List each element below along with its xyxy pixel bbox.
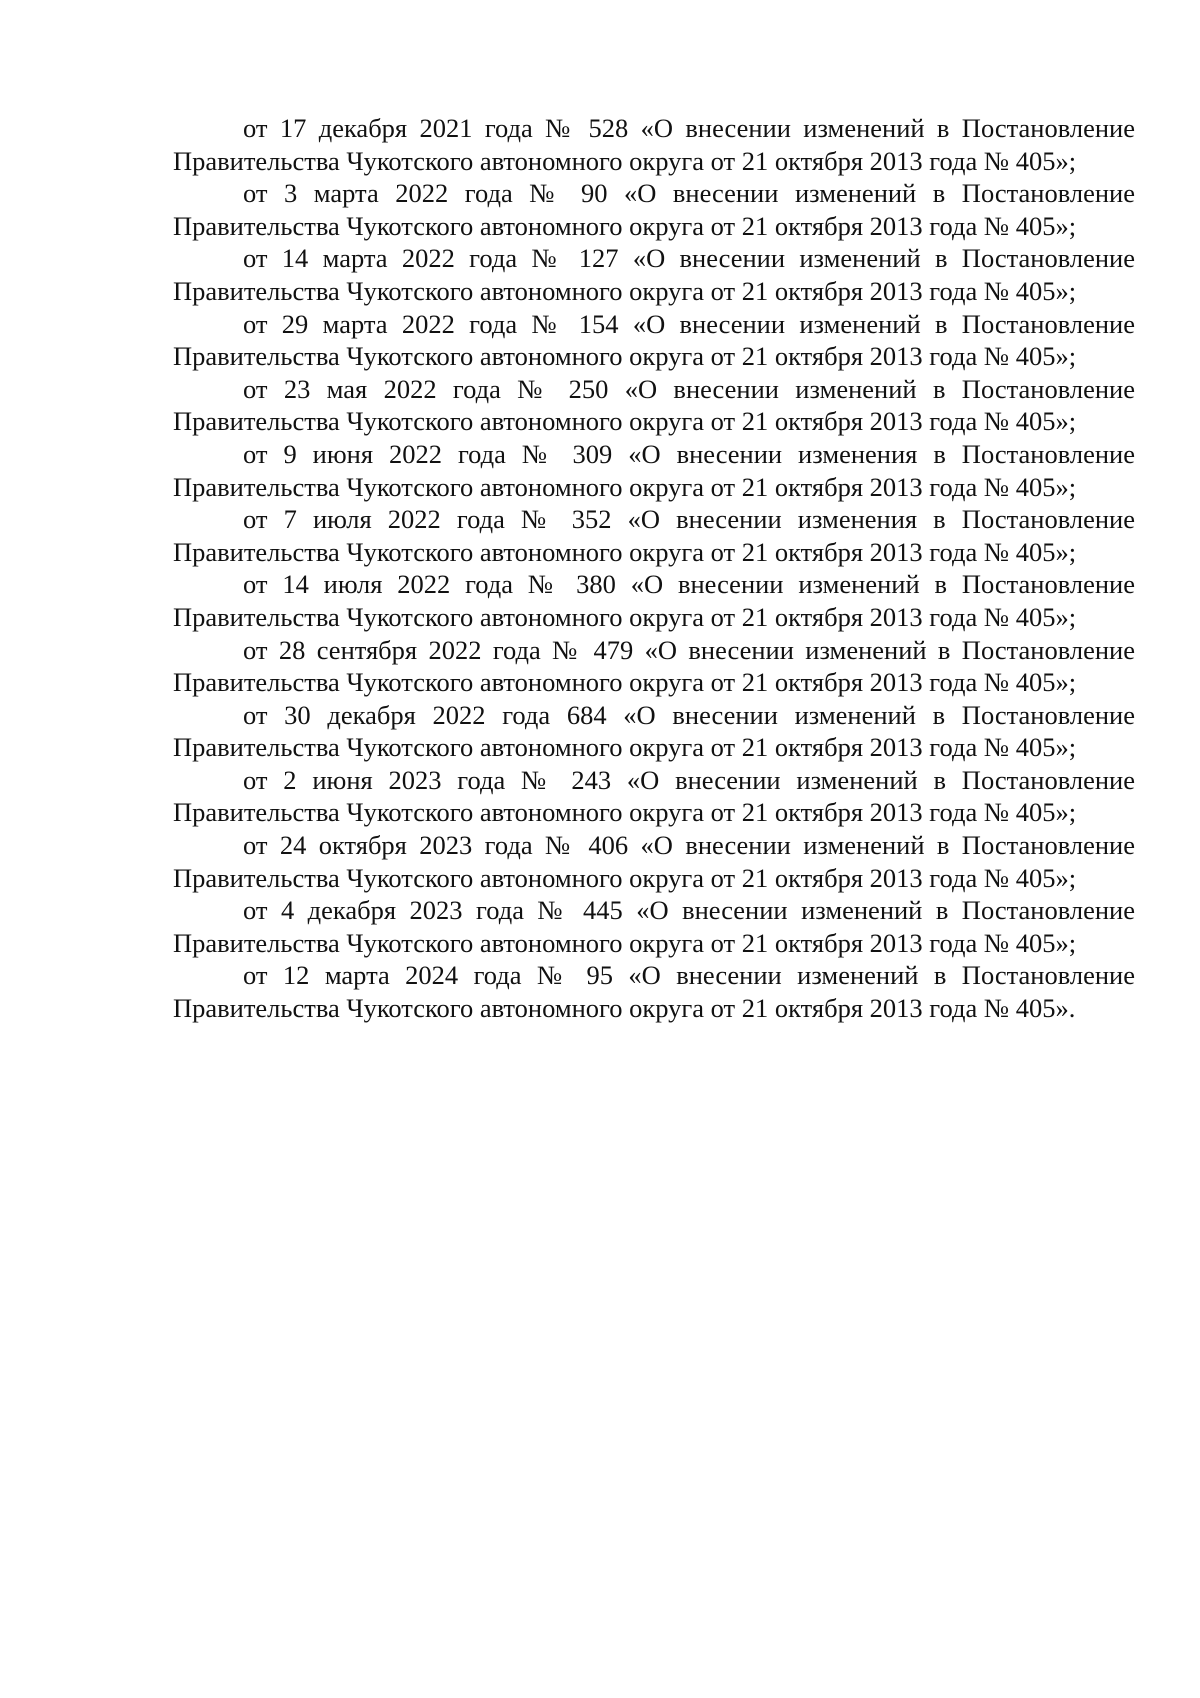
list-item: от 2 июня 2023 года № 243 «О внесении изменений в Постановление Правительства Чукотского автономного округа от 21 октября 2013 года № 405»; xyxy=(173,764,1135,828)
list-item: от 14 марта 2022 года № 127 «О внесении изменений в Постановление Правительства Чукотского автономного округа от 21 октября 2013 года № 405»; xyxy=(173,243,1135,306)
list-item: от 23 мая 2022 года № 250 «О внесении изменений в Постановление Правительства Чукотского автономного округа от 21 октября 2013 года № 405»; xyxy=(173,373,1135,437)
list-item: от 12 марта 2024 года № 95 «О внесении изменений в Постановление Правительства Чукотского автономного округа от 21 октября 2013 года № 405». xyxy=(173,960,1135,1024)
list-item: от 24 октября 2023 года № 406 «О внесении изменений в Постановление Правительства Чукотского автономного округа от 21 октября 2013 года № 405»; xyxy=(173,830,1135,893)
list-item: от 3 марта 2022 года № 90 «О внесении изменений в Постановление Правительства Чукотского автономного округа от 21 октября 2013 года № 405»; xyxy=(173,178,1135,241)
list-item: от 7 июля 2022 года № 352 «О внесении изменения в Постановление Правительства Чукотского автономного округа от 21 октября 2013 года № 405»; xyxy=(173,504,1135,567)
list-item: от 28 сентября 2022 года № 479 «О внесении изменений в Постановление Правительства Чукотского автономного округа от 21 октября 2013 года № 405»; xyxy=(173,634,1135,698)
list-item: от 4 декабря 2023 года № 445 «О внесении изменений в Постановление Правительства Чукотского автономного округа от 21 октября 2013 года № 405»; xyxy=(173,895,1135,958)
list-item: от 30 декабря 2022 года 684 «О внесении изменений в Постановление Правительства Чукотского автономного округа от 21 октября 2013 года № 405»; xyxy=(173,699,1135,763)
amendments-list xyxy=(173,112,1135,1025)
list-item: от 29 марта 2022 года № 154 «О внесении изменений в Постановление Правительства Чукотского автономного округа от 21 октября 2013 года № 405»; xyxy=(173,308,1135,372)
list-item: от 9 июня 2022 года № 309 «О внесении изменения в Постановление Правительства Чукотского автономного округа от 21 октября 2013 года № 405»; xyxy=(173,438,1135,502)
list-item: от 14 июля 2022 года № 380 «О внесении изменений в Постановление Правительства Чукотского автономного округа от 21 октября 2013 года № 405»; xyxy=(173,569,1135,632)
list-item: от 17 декабря 2021 года № 528 «О внесении изменений в Постановление Правительства Чукотского автономного округа от 21 октября 2013 года № 405»; xyxy=(173,113,1135,176)
